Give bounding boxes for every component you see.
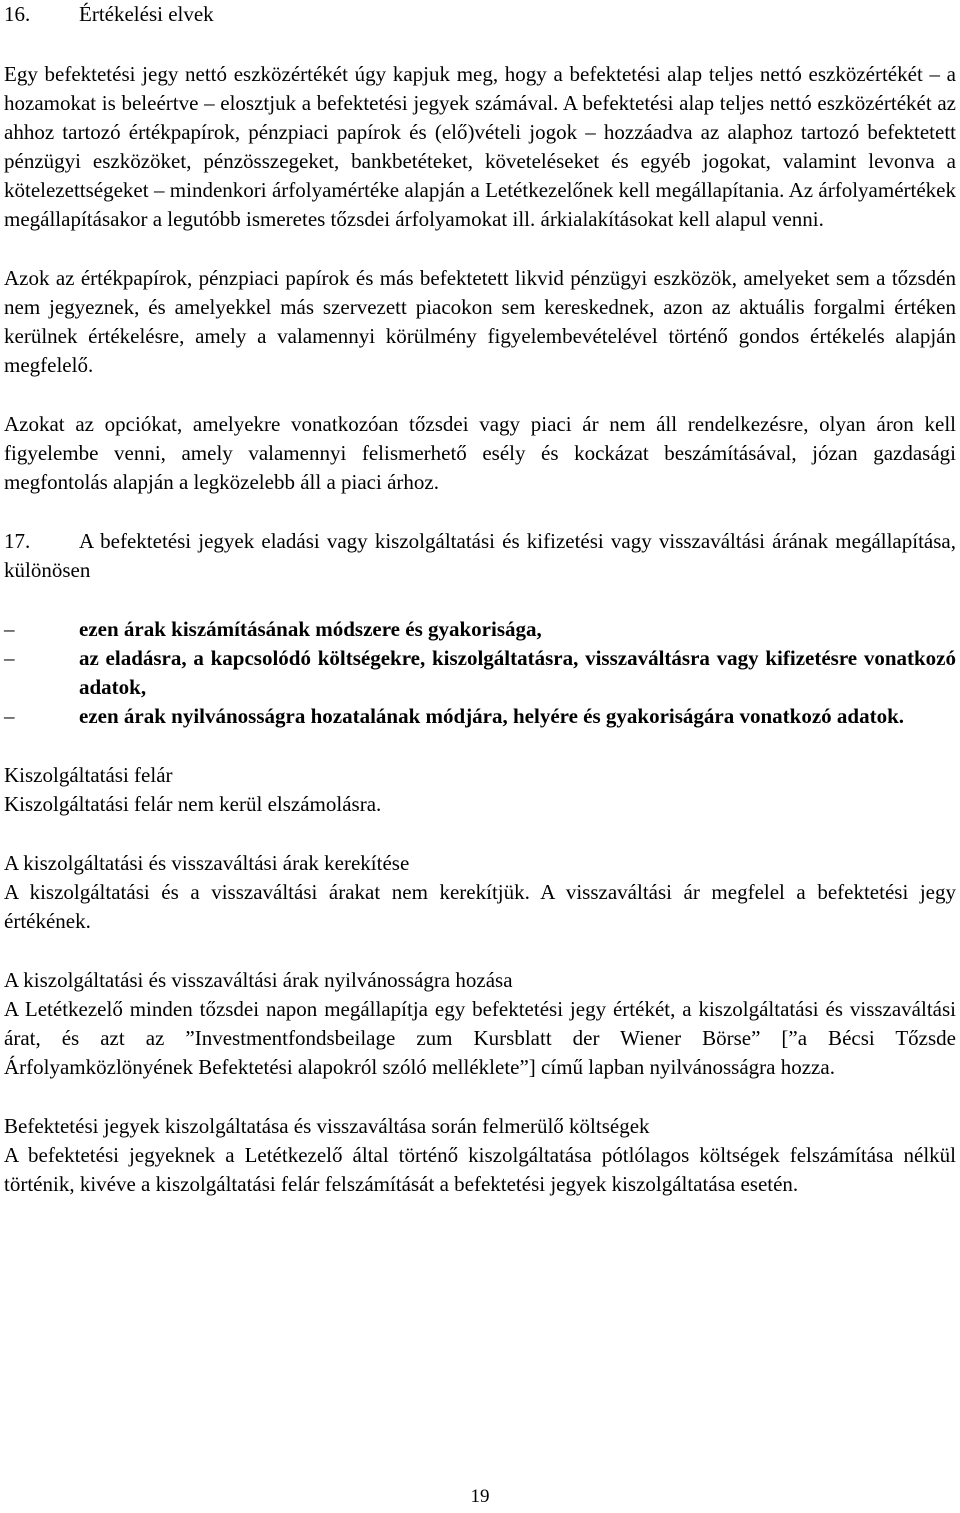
block-heading: A kiszolgáltatási és visszaváltási árak nyilvánosságra hozása: [4, 968, 513, 992]
paragraph: Azok az értékpapírok, pénzpiaci papírok és más befektetett likvid pénzügyi eszközök, amelyeket sem a tőzsdén nem jegyeznek, és amelyekkel más szervezett piacokon sem kereskednek, azon az aktuális forgalmi értéken kerülnek értékelésre, amely a valamennyi körülmény figyelembevételével történő gondos értékelés alapján megfelelő.: [4, 266, 956, 377]
block-text: A Letétkezelő minden tőzsdei napon megállapítja egy befektetési jegy értékét, a kiszolgáltatási és visszaváltási árat, és azt az ”Investmentfondsbeilage zum Kursblatt der Wiener Börse” [”a Bécsi Tőzsde Árfolyamközlönyének Befektetési alapokról szóló melléklete”] című lapban nyilvánosságra hozza.: [4, 997, 956, 1079]
section-number: 16.: [4, 2, 31, 26]
list-item-text: ezen árak kiszámításának módszere és gyakorisága,: [79, 617, 542, 641]
section-title: Értékelési elvek: [79, 2, 214, 26]
bullet-list: [4, 615, 956, 731]
block-heading: Kiszolgáltatási felár: [4, 763, 173, 787]
list-item: [4, 702, 956, 731]
section-title: [4, 527, 956, 585]
list-item-text: az eladásra, a kapcsolódó költségekre, kiszolgáltatásra, visszaváltásra vagy kifizetésre vonatkozó adatok,: [79, 646, 956, 699]
paragraph: Azokat az opciókat, amelyekre vonatkozóan tőzsdei vagy piaci ár nem áll rendelkezésre, olyan áron kell figyelembe venni, amely valamennyi felismerhető esély és kockázat beszámításával, józan gazdasági megfontolás alapján a legközelebb áll a piaci árhoz.: [4, 412, 956, 494]
block-text: A befektetési jegyeknek a Letétkezelő által történő kiszolgáltatása pótlólagos költségek felszámítása nélkül történik, kivéve a kiszolgáltatási felár felszámítását a befektetési jegyek kiszolgáltatása esetén.: [4, 1143, 956, 1196]
document-page: [4, 0, 956, 1199]
section-number: 17.: [4, 529, 31, 553]
block-text: Kiszolgáltatási felár nem kerül elszámolásra.: [4, 792, 382, 816]
block-heading: Befektetési jegyek kiszolgáltatása és visszaváltása során felmerülő költségek: [4, 1114, 650, 1138]
list-item-text: ezen árak nyilvánosságra hozatalának módjára, helyére és gyakoriságára vonatkozó adatok.: [79, 704, 905, 728]
block-heading: A kiszolgáltatási és visszaváltási árak kerekítése: [4, 851, 410, 875]
list-item: [4, 615, 956, 644]
dash-bullet: –: [4, 646, 15, 670]
paragraph: Egy befektetési jegy nettó eszközértékét úgy kapjuk meg, hogy a befektetési alap teljes nettó eszközértékét – a hozamokat is beleértve – elosztjuk a befektetési jegyek számával. A befektetési alap teljes nettó eszközértékét az ahhoz tartozó értékpapírok, pénzpiaci papírok és (elő)vételi jogok – hozzáadva az alaphoz tartozó befektetett pénzügyi eszközöket, pénzösszegeket, bankbetéteket, követeléseket és egyéb jogokat, valamint levonva a kötelezettségeket – mindenkori árfolyamértéke alapján a Letétkezelőnek kell megállapítania. Az árfolyamértékek megállapításakor a legutóbb ismeretes tőzsdei árfolyamokat ill. árkialakításokat kell alapul venni.: [4, 62, 956, 231]
dash-bullet: –: [4, 704, 15, 728]
list-item: [4, 644, 956, 702]
block-text: A kiszolgáltatási és a visszaváltási árakat nem kerekítjük. A visszaváltási ár megfelel a befektetési jegy értékének.: [4, 880, 956, 933]
section-title-text: A befektetési jegyek eladási vagy kiszolgáltatási és kifizetési vagy visszaváltási árának megállapítása, különösen: [4, 529, 956, 582]
dash-bullet: –: [4, 617, 15, 641]
section-17-heading: [4, 527, 956, 585]
section-16-heading: [4, 0, 956, 29]
page-number: 19: [470, 1486, 490, 1507]
